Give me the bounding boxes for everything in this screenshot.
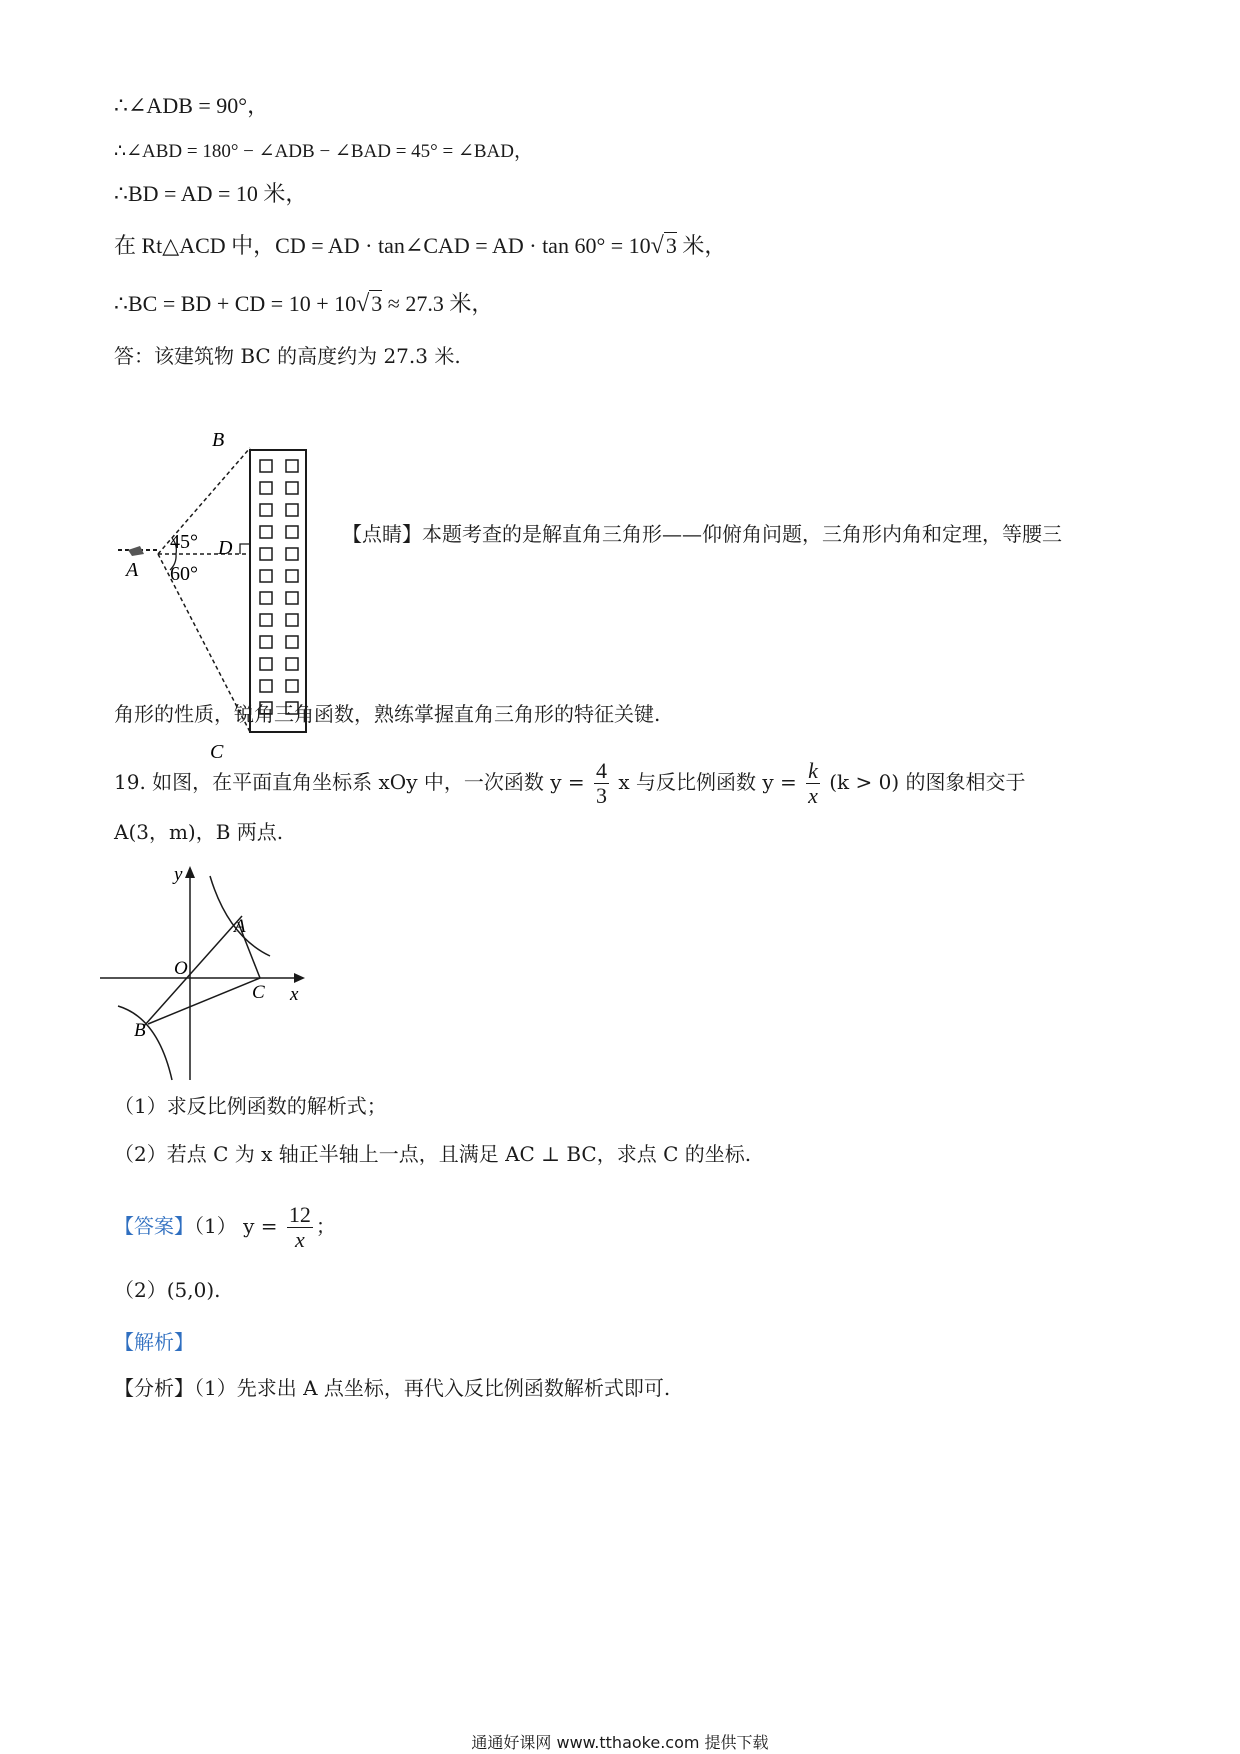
window-square — [286, 680, 298, 692]
solution-line-4-text: 在 Rt△ACD 中，CD = AD · tan∠CAD = AD · tan 60° = 10 — [114, 233, 651, 258]
solution-line-4-end: 米， — [676, 233, 727, 258]
window-square — [286, 482, 298, 494]
comment-line-2: 角形的性质，锐角三角函数，熟练掌握直角三角形的特征关键. — [114, 702, 661, 726]
question-part-2: （2）若点 C 为 x 轴正半轴上一点，且满足 AC ⊥ BC，求点 C 的坐标. — [114, 1142, 752, 1166]
label-C: C — [252, 982, 265, 1003]
axis-label-y: y — [174, 864, 183, 885]
window-square — [260, 636, 272, 648]
analysis-label-2: 【分析】 — [114, 1376, 194, 1400]
window-square — [260, 570, 272, 582]
coordinate-figure — [100, 858, 340, 1088]
page-footer: 通通好课网 www.tthaoke.com 提供下载 — [471, 1733, 769, 1752]
question-19-line-1 — [114, 752, 1026, 812]
window-square — [286, 636, 298, 648]
solution-line-4: 在 Rt△ACD 中，CD = AD · tan∠CAD = AD · tan 60° = 10√3 米， — [114, 233, 727, 259]
label-O: O — [174, 958, 188, 979]
answer-label: 【答案】 — [114, 1214, 194, 1238]
observer-icon — [128, 546, 144, 556]
window-square — [286, 460, 298, 472]
answer-line-2: （2）(5,0). — [114, 1278, 221, 1302]
answer-line-1 — [114, 1196, 336, 1256]
window-square — [286, 658, 298, 670]
question-part-1: （1）求反比例函数的解析式； — [114, 1094, 387, 1118]
comment-line-1 — [342, 520, 1062, 548]
building-windows — [260, 460, 298, 714]
solution-line-2: ∴∠ABD = 180° − ∠ADB − ∠BAD = 45° = ∠BAD， — [114, 141, 534, 162]
window-square — [260, 658, 272, 670]
window-square — [286, 570, 298, 582]
label-A: A — [234, 916, 246, 937]
label-C: C — [210, 741, 224, 763]
label-A: A — [126, 559, 139, 581]
q19-text-a: 19. 如图，在平面直角坐标系 xOy 中，一次函数 y = — [114, 770, 585, 794]
window-square — [260, 548, 272, 560]
solution-line-5-end: ≈ 27.3 米， — [382, 291, 494, 316]
window-square — [286, 504, 298, 516]
answer-part-1-end: ； — [315, 1214, 336, 1238]
solution-line-5-text: ∴BC = BD + CD = 10 + 10 — [114, 291, 357, 316]
answer-part-1-text: （1） y = — [194, 1214, 278, 1238]
fraction-k-x: $\frac{k}{x}$ — [808, 758, 818, 808]
angle-label-45: 45° — [170, 531, 198, 553]
analysis-label: 【解析】 — [114, 1330, 194, 1354]
segment-BC — [148, 978, 260, 1024]
y-axis-arrow — [185, 866, 195, 878]
solution-line-3: ∴BD = AD = 10 米， — [114, 181, 308, 206]
fraction-12-x: $\frac{12}{x}$ — [288, 1202, 311, 1252]
window-square — [286, 548, 298, 560]
label-B: B — [134, 1020, 146, 1041]
comment-label: 【点睛】 — [342, 522, 422, 546]
label-B: B — [212, 430, 225, 451]
window-square — [286, 614, 298, 626]
q19-text-c: (k > 0) 的图象相交于 — [829, 770, 1026, 794]
comment-text-1: 本题考查的是解直角三角形——仰俯角问题，三角形内角和定理，等腰三 — [422, 522, 1062, 546]
label-D: D — [218, 537, 233, 559]
fraction-4-3: $\frac{4}{3}$ — [595, 758, 607, 808]
window-square — [286, 592, 298, 604]
q19-text-b: x 与反比例函数 y = — [618, 770, 797, 794]
solution-answer-line: 答：该建筑物 BC 的高度约为 27.3 米. — [114, 344, 461, 368]
right-angle-mark — [240, 544, 250, 554]
window-square — [260, 680, 272, 692]
window-square — [260, 460, 272, 472]
question-19-line-2: A(3，m)，B 两点. — [114, 820, 284, 844]
window-square — [260, 482, 272, 494]
axis-label-x: x — [290, 984, 299, 1005]
window-square — [260, 526, 272, 538]
solution-line-5: ∴BC = BD + CD = 10 + 10√3 ≈ 27.3 米， — [114, 291, 494, 317]
angle-label-60: 60° — [170, 563, 198, 585]
window-square — [260, 592, 272, 604]
window-square — [260, 614, 272, 626]
analysis-text: （1）先求出 A 点坐标，再代入反比例函数解析式即可. — [194, 1376, 671, 1400]
solution-line-1: ∴∠ADB = 90°， — [114, 93, 270, 118]
analysis-line — [114, 1374, 670, 1402]
sqrt-radicand: 3 — [665, 233, 677, 258]
window-square — [286, 526, 298, 538]
window-square — [260, 504, 272, 516]
x-axis-arrow — [294, 973, 305, 983]
line-y-4-3x — [144, 916, 242, 1026]
sqrt-radicand: 3 — [371, 291, 383, 316]
